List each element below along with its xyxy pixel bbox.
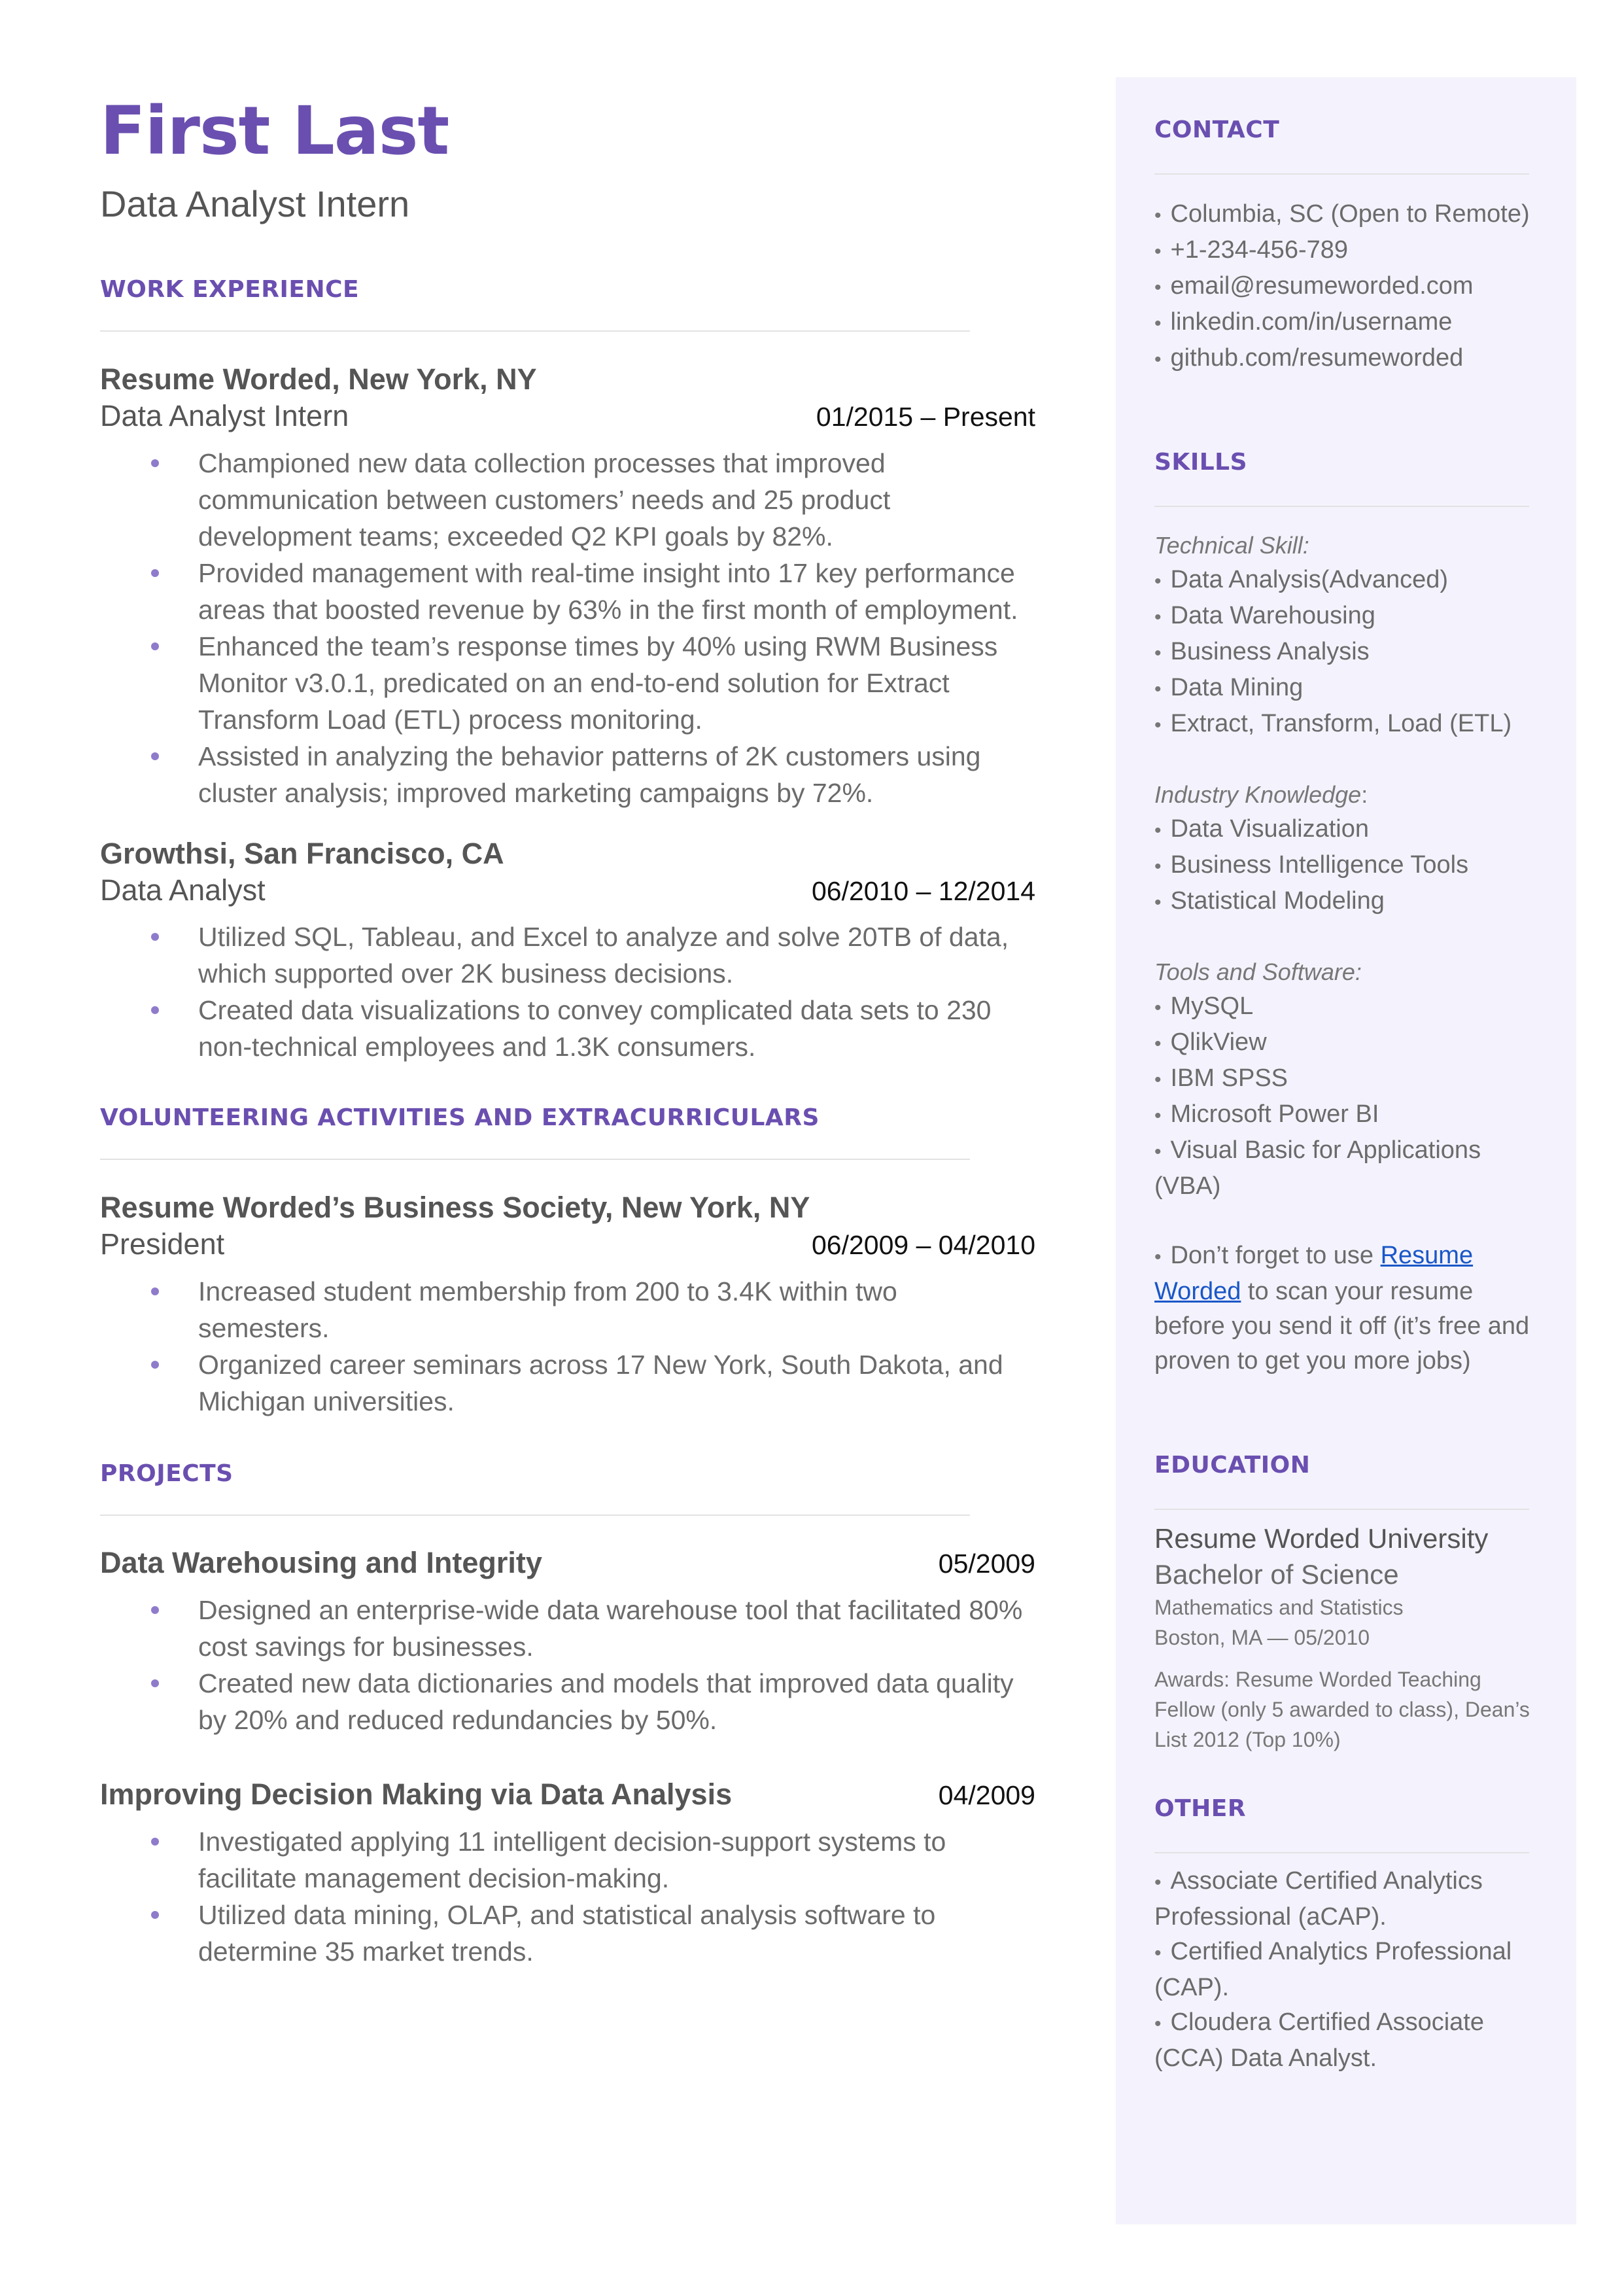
project-date: 05/2009 [938,1548,1035,1579]
project-bullets [100,1592,1035,1738]
education-field: Mathematics and Statistics [1154,1596,1404,1619]
resume-worded-tip: • Don’t forget to use Resume Worded to scan your resume before you send it off (it’s free and proven to get you more jobs) [1154,1242,1530,1375]
job-organization: Growthsi, San Francisco, CA [100,836,504,870]
work-experience-heading: WORK EXPERIENCE [100,276,360,304]
list-item: • Data Warehousing [1154,602,1375,629]
job-bullets [100,445,1035,811]
education-location-date: Boston, MA — 05/2010 [1154,1626,1370,1649]
job-role-row [100,397,1035,436]
candidate-title: Data Analyst Intern [100,183,410,224]
job-bullets [100,919,1035,1065]
education-school: Resume Worded University [1154,1523,1489,1554]
list-item: • QlikView [1154,1028,1267,1056]
volunteer-dates: 06/2009 – 04/2010 [812,1230,1035,1261]
divider [1154,506,1529,507]
main-column [100,92,1035,1970]
list-item: • Business Intelligence Tools [1154,851,1469,879]
project-title: Improving Decision Making via Data Analysis [100,1777,733,1811]
volunteer-bullets [100,1273,1035,1420]
divider [1154,173,1529,175]
list-item: • Data Mining [1154,674,1304,701]
divider [1154,1852,1529,1853]
list-item: Created data visualizations to convey complicated data sets to 230 non-technical employees and 1.3K consumers. [100,992,1035,1065]
list-item: Created new data dictionaries and models that improved data quality by 20% and reduced redundancies by 50%. [100,1665,1035,1738]
project-title-row [100,1778,1035,1812]
volunteering-heading: VOLUNTEERING ACTIVITIES AND EXTRACURRICULARS [100,1104,820,1132]
divider [100,1515,970,1516]
list-item: Organized career seminars across 17 New York, South Dakota, and Michigan universities. [100,1346,1035,1420]
list-item: Enhanced the team’s response times by 40% using RWM Business Monitor v3.0.1, predicated on an end-to-end solution for Extract Transform Load (ETL) process monitoring. [100,628,1035,738]
projects-heading: PROJECTS [100,1460,233,1487]
contact-phone: • +1-234-456-789 [1154,236,1349,264]
divider [1154,1509,1529,1510]
volunteer-role-row [100,1225,1035,1264]
project-title-row [100,1546,1035,1580]
divider [100,330,970,332]
contact-github[interactable]: • github.com/resumeworded [1154,344,1464,372]
project-entry [100,1778,1035,1970]
project-title: Data Warehousing and Integrity [100,1545,542,1579]
project-date: 04/2009 [938,1779,1035,1810]
list-item: Investigated applying 11 intelligent decision-support systems to facilitate management decision-making. [100,1823,1035,1897]
job-role: Data Analyst [100,873,266,907]
education-awards: Awards: Resume Worded Teaching Fellow (only 5 awarded to class), Dean’s List 2012 (Top 10%) [1154,1668,1530,1751]
list-item: Designed an enterprise-wide data warehouse tool that facilitated 80% cost savings for businesses. [100,1592,1035,1665]
list-item: • Data Visualization [1154,815,1369,843]
list-item: • Data Analysis(Advanced) [1154,566,1449,593]
other-heading: OTHER [1154,1795,1247,1822]
job-role: Data Analyst Intern [100,399,349,433]
list-item: • Microsoft Power BI [1154,1100,1379,1128]
list-item: • Certified Analytics Professional (CAP). [1154,1938,1512,2001]
tools-software-label: Tools and Software: [1154,958,1362,985]
list-item: Assisted in analyzing the behavior patterns of 2K customers using cluster analysis; improved marketing campaigns by 72%. [100,738,1035,811]
list-item: • Business Analysis [1154,638,1370,665]
job-dates: 06/2010 – 12/2014 [812,875,1035,906]
job-entry [100,362,1035,811]
project-bullets [100,1823,1035,1970]
technical-skill-label: Technical Skill: [1154,532,1309,559]
other-list [1154,1864,1540,2076]
contact-email[interactable]: • email@resumeworded.com [1154,272,1474,300]
project-entry [100,1546,1035,1738]
list-item: • Associate Certified Analytics Professional (aCAP). [1154,1867,1483,1931]
list-item: • Cloudera Certified Associate (CCA) Data Analyst. [1154,2008,1484,2072]
resume-worded-link[interactable]: Resume Worded [1154,1242,1474,1305]
contact-location: • Columbia, SC (Open to Remote) [1154,200,1530,228]
volunteer-organization: Resume Worded’s Business Society, New York, NY [100,1191,810,1225]
candidate-name: First Last [100,92,449,170]
job-organization: Resume Worded, New York, NY [100,362,537,396]
list-item: Utilized data mining, OLAP, and statistical analysis software to determine 35 market trends. [100,1897,1035,1970]
list-item: Championed new data collection processes that improved communication between customers’ needs and 25 product development teams; exceeded Q2 KPI goals by 82%. [100,445,1035,555]
job-entry [100,836,1035,1066]
divider [100,1159,970,1160]
industry-knowledge-label: Industry Knowledge: [1154,781,1368,808]
technical-skill-list [1154,563,1540,743]
industry-knowledge-list [1154,812,1540,920]
list-item: • Visual Basic for Applications (VBA) [1154,1136,1481,1200]
volunteer-entry [100,1190,1035,1420]
sidebar [1154,116,1540,2076]
list-item: • IBM SPSS [1154,1064,1288,1092]
contact-heading: CONTACT [1154,116,1280,143]
skills-heading: SKILLS [1154,449,1248,476]
list-item: • Extract, Transform, Load (ETL) [1154,710,1512,737]
job-dates: 01/2015 – Present [816,402,1035,432]
list-item: • Statistical Modeling [1154,887,1385,915]
tools-software-list [1154,989,1540,1204]
list-item: Utilized SQL, Tableau, and Excel to analyze and solve 20TB of data, which supported over 2K business decisions. [100,919,1035,992]
list-item: Increased student membership from 200 to 3.4K within two semesters. [100,1273,1035,1346]
education-degree: Bachelor of Science [1154,1559,1399,1590]
job-role-row [100,871,1035,910]
contact-list [1154,197,1540,377]
education-heading: EDUCATION [1154,1452,1311,1479]
volunteer-role: President [100,1227,225,1261]
contact-linkedin[interactable]: • linkedin.com/in/username [1154,308,1453,336]
list-item: • MySQL [1154,992,1254,1020]
list-item: Provided management with real-time insight into 17 key performance areas that boosted revenue by 63% in the first month of employment. [100,555,1035,628]
